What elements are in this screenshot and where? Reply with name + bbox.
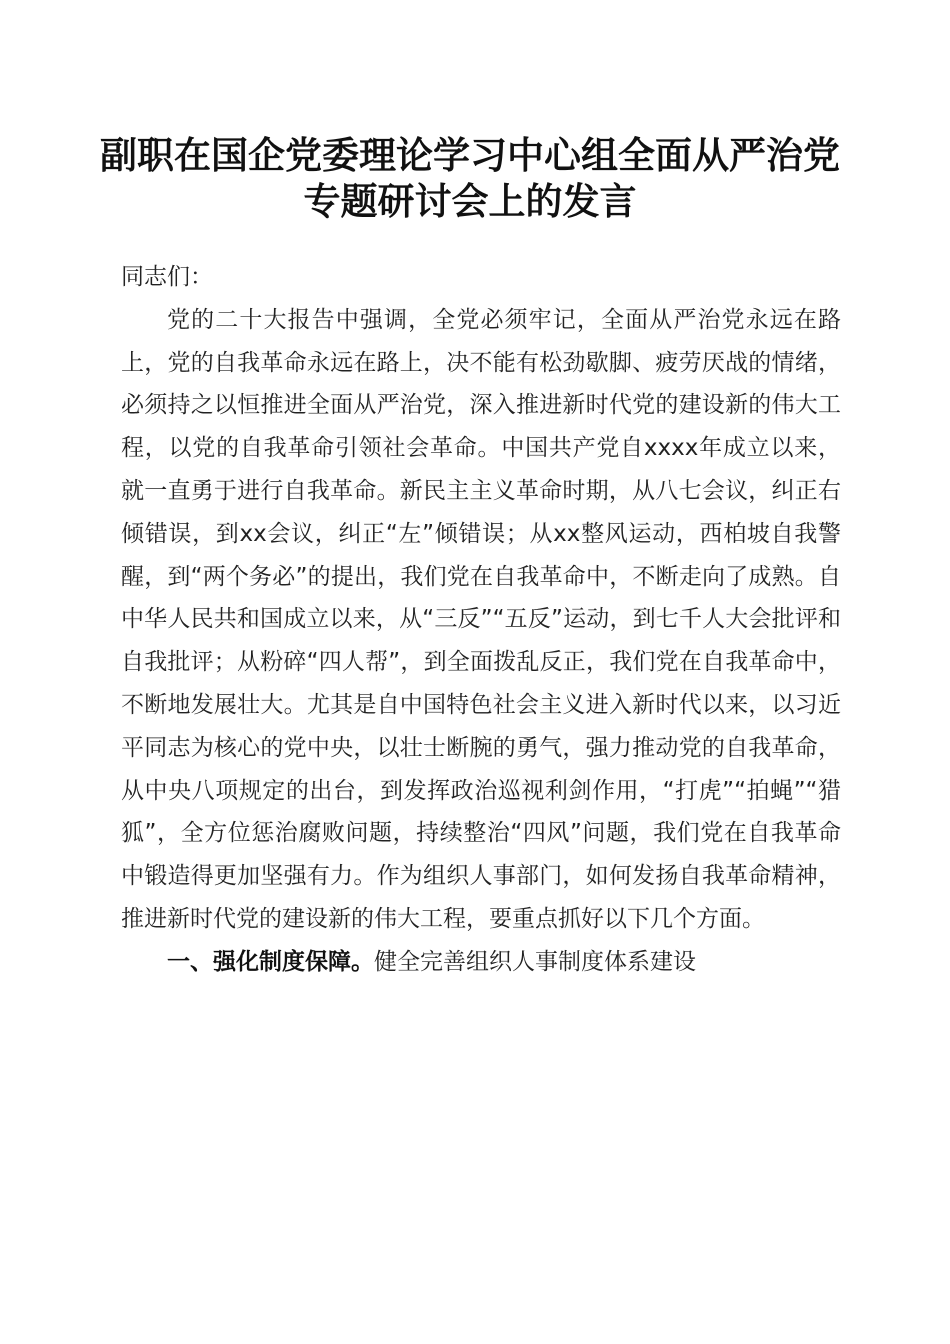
title-line-1: 副职在国企党委理论学习中心组全面从严治党: [100, 133, 840, 177]
document-body: [121, 256, 841, 984]
document-title: [100, 132, 840, 224]
section-1-text: 健全完善组织人事制度体系建设: [374, 948, 696, 975]
section-1-heading: 一、强化制度保障。: [167, 948, 374, 975]
opening-paragraph: 党的二十大报告中强调，全党必须牢记，全面从严治党永远在路上，党的自我革命永远在路上，决不能有松劲歇脚、疲劳厌战的情绪，必须持之以恒推进全面从严治党，深入推进新时代党的建设新的伟大工程，以党的自我革命引领社会革命。中国共产党自xxxx年成立以来，就一直勇于进行自我革命。新民主主义革命时期，从八七会议，纠正右倾错误，到xx会议，纠正“左”倾错误；从xx整风运动，西柏坡自我警醒，到“两个务必”的提出，我们党在自我革命中，不断走向了成熟。自中华人民共和国成立以来，从“三反”“五反”运动，到七千人大会批评和自我批评；从粉碎“四人帮”，到全面拨乱反正，我们党在自我革命中，不断地发展壮大。尤其是自中国特色社会主义进入新时代以来，以习近平同志为核心的党中央，以壮士断腕的勇气，强力推动党的自我革命，从中央八项规定的出台，到发挥政治巡视利剑作用，“打虎”“拍蝇”“猎狐”，全方位惩治腐败问题，持续整治“四风”问题，我们党在自我革命中锻造得更加坚强有力。作为组织人事部门，如何发扬自我革命精神，推进新时代党的建设新的伟大工程，要重点抓好以下几个方面。: [121, 306, 841, 932]
salutation: 同志们：: [121, 264, 213, 290]
section-1: [121, 941, 841, 984]
title-line-2: 专题研讨会上的发言: [303, 179, 637, 223]
